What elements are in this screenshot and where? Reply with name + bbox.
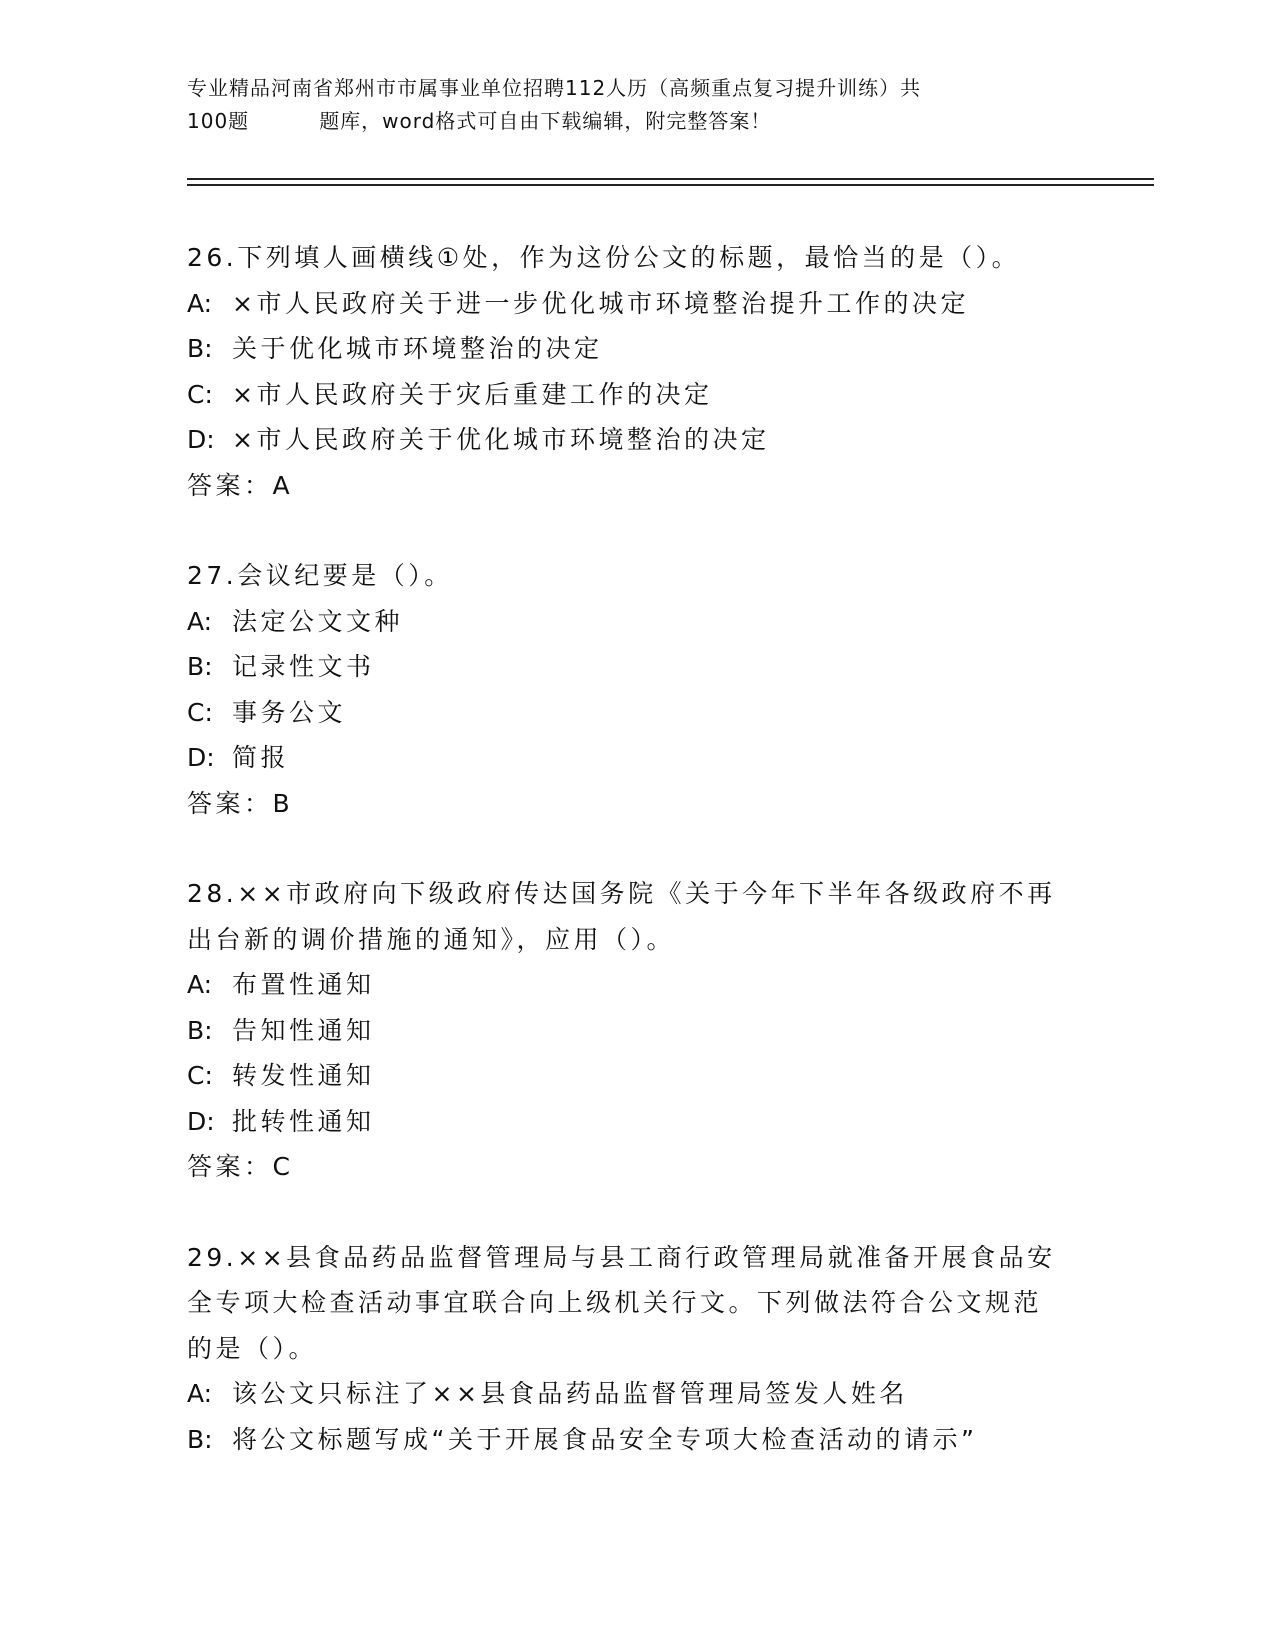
answer: 答案：C: [187, 1152, 294, 1181]
stem-line: 27.会议纪要是（）。: [187, 561, 453, 590]
option-text: 批转性通知: [232, 1106, 375, 1136]
question-26: [187, 235, 1147, 508]
option-b: [187, 1417, 1147, 1463]
option-d: [187, 1099, 1147, 1145]
question-29: [187, 1235, 1147, 1463]
option-b: [187, 326, 1147, 372]
question-list: [187, 235, 1147, 1507]
header-divider-bottom: [187, 184, 1154, 186]
option-label: D:: [187, 1106, 215, 1136]
option-c: [187, 1053, 1147, 1099]
option-label: C:: [187, 1061, 213, 1090]
question-stem: [187, 871, 1147, 962]
option-text: 将公文标题写成“关于开展食品安全专项大检查活动的请示”: [232, 1424, 978, 1454]
option-label: A:: [187, 288, 213, 318]
answer: 答案：A: [187, 470, 294, 500]
stem-line: 29.××县食品药品监督管理局与县工商行政管理局就准备开展食品安: [187, 1242, 1056, 1272]
stem-line: 全专项大检查活动事宜联合向上级机关行文。下列做法符合公文规范: [187, 1288, 1043, 1317]
option-a: [187, 281, 1147, 327]
option-text: 记录性文书: [232, 652, 375, 681]
question-stem: [187, 235, 1147, 281]
stem-line: 出台新的调价措施的通知》，应用（）。: [187, 924, 676, 954]
stem-line: 的是（）。: [187, 1333, 318, 1363]
stem-line: 26.下列填人画横线①处，作为这份公文的标题，最恰当的是（）。: [187, 243, 1021, 272]
option-text: ×市人民政府关于优化城市环境整治的决定: [232, 425, 770, 454]
document-header: [187, 72, 1087, 138]
question-stem: [187, 1235, 1147, 1372]
option-a: [187, 962, 1147, 1008]
option-text: 转发性通知: [232, 1061, 375, 1090]
stem-line: 28.××市政府向下级政府传达国务院《关于今年下半年各级政府不再: [187, 879, 1056, 908]
option-label: C:: [187, 379, 213, 409]
option-label: A:: [187, 1379, 213, 1408]
header-line-2: [187, 105, 1087, 138]
option-label: D:: [187, 425, 215, 454]
option-label: B:: [187, 334, 213, 363]
option-c: [187, 690, 1147, 736]
option-text: ×市人民政府关于灾后重建工作的决定: [232, 379, 713, 409]
option-label: B:: [187, 1015, 213, 1045]
option-label: B:: [187, 652, 213, 681]
option-text: 事务公文: [232, 697, 347, 727]
option-a: [187, 1371, 1147, 1417]
header-divider-top: [187, 178, 1154, 180]
option-label: A:: [187, 970, 213, 999]
option-label: A:: [187, 606, 213, 636]
option-c: [187, 372, 1147, 418]
question-stem: [187, 553, 1147, 599]
header-description: 题库，word格式可自由下载编辑，附完整答案！: [319, 109, 772, 133]
option-text: 告知性通知: [232, 1015, 375, 1045]
option-text: 布置性通知: [232, 970, 375, 999]
option-d: [187, 735, 1147, 781]
option-text: ×市人民政府关于进一步优化城市环境整治提升工作的决定: [232, 288, 969, 318]
option-d: [187, 417, 1147, 463]
option-b: [187, 1008, 1147, 1054]
option-text: 该公文只标注了××县食品药品监督管理局签发人姓名: [232, 1379, 908, 1408]
option-text: 关于优化城市环境整治的决定: [232, 334, 603, 363]
header-line-1: 专业精品河南省郑州市市属事业单位招聘112人历（高频重点复习提升训练）共: [187, 76, 922, 100]
option-label: D:: [187, 743, 215, 772]
option-b: [187, 644, 1147, 690]
option-a: [187, 599, 1147, 645]
option-label: C:: [187, 697, 213, 727]
option-text: 法定公文文种: [232, 606, 404, 636]
question-28: [187, 871, 1147, 1190]
answer: 答案：B: [187, 788, 294, 818]
question-27: [187, 553, 1147, 826]
option-label: B:: [187, 1424, 213, 1454]
option-text: 简报: [232, 743, 290, 772]
header-count: 100题: [187, 109, 250, 133]
